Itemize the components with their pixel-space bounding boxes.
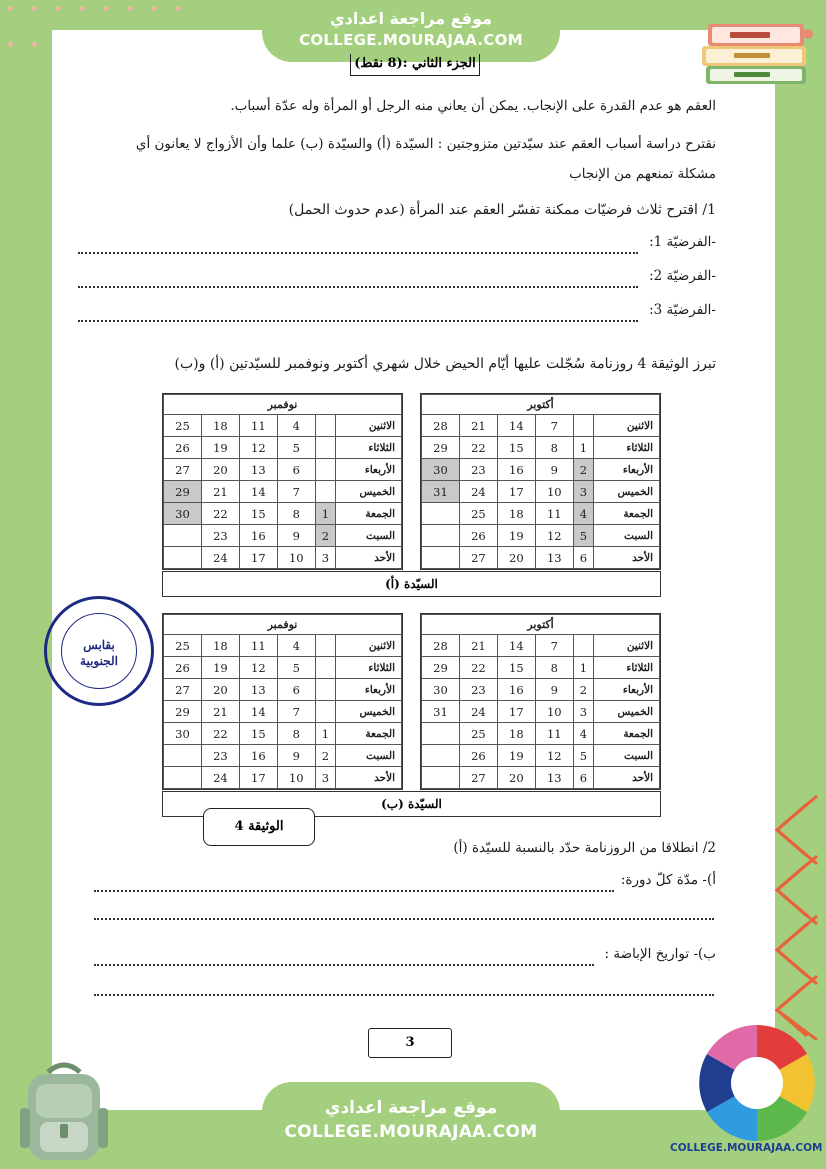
calendar-date-cell: 14	[497, 415, 535, 437]
calendar-date-cell	[315, 679, 335, 701]
weekday-label: الثلاثاء	[336, 437, 402, 459]
calendar-row	[164, 437, 402, 459]
calendar-date-cell: 10	[535, 481, 573, 503]
calendar-date-cell	[315, 635, 335, 657]
calendar-date-cell: 8	[277, 723, 315, 745]
calendar-row	[164, 723, 402, 745]
calendar-date-cell	[573, 415, 593, 437]
calendar-date-cell: 12	[239, 657, 277, 679]
calendar-row	[164, 745, 402, 767]
calendar-date-cell: 17	[497, 481, 535, 503]
calendar-date-cell: 6	[573, 547, 593, 569]
calendar-date-cell: 24	[459, 481, 497, 503]
calendar-date-cell	[164, 525, 202, 547]
calendar-date-cell: 30	[164, 503, 202, 525]
weekday-label: الأربعاء	[336, 679, 402, 701]
calendar-row	[422, 481, 660, 503]
decorative-dot	[32, 6, 37, 11]
hypothesis-2-label: -الفرضيّة 2:	[649, 268, 716, 284]
calendar-date-cell	[422, 723, 460, 745]
calendar-date-cell: 23	[201, 525, 239, 547]
calendar-date-cell: 5	[277, 657, 315, 679]
calendar-date-cell: 11	[535, 503, 573, 525]
calendar-row	[422, 437, 660, 459]
weekday-label: الاثنين	[594, 635, 660, 657]
weekday-label: الثلاثاء	[594, 437, 660, 459]
calendar-date-cell: 6	[573, 767, 593, 789]
calendar-row	[422, 657, 660, 679]
calendar-date-cell: 25	[459, 503, 497, 525]
books-icon	[700, 12, 818, 92]
question-2a-label: أ)- مدّة كلّ دورة:	[620, 872, 716, 888]
calendar-row	[164, 547, 402, 569]
weekday-label: الخميس	[594, 701, 660, 723]
intro-line-1: العقم هو عدم القدرة على الإنجاب. يمكن أن يعاني منه الرجل أو المرأة وله عدّة أسباب.	[230, 98, 716, 114]
calendar-row	[164, 657, 402, 679]
calendar-date-cell: 21	[459, 415, 497, 437]
question-2b-answer-line-2[interactable]	[94, 980, 714, 996]
calendar-date-cell: 18	[497, 503, 535, 525]
stamp-line-1: بقابس	[83, 638, 115, 652]
decorative-dot	[8, 6, 13, 11]
calendar-row	[164, 481, 402, 503]
calendar-date-cell: 5	[573, 525, 593, 547]
calendar-date-cell: 22	[459, 657, 497, 679]
calendar-date-cell	[164, 767, 202, 789]
question-2a-answer-line-2[interactable]	[94, 904, 714, 920]
calendar-date-cell: 27	[164, 679, 202, 701]
calendar-date-cell: 26	[164, 437, 202, 459]
decorative-dot	[32, 42, 37, 47]
weekday-label: الجمعة	[594, 503, 660, 525]
site-banner-bottom[interactable]	[262, 1082, 560, 1169]
calendar-november-woman-a	[162, 393, 403, 570]
calendar-row	[164, 415, 402, 437]
calendar-date-cell: 31	[422, 481, 460, 503]
weekday-label: الجمعة	[336, 723, 402, 745]
calendar-date-cell: 28	[422, 415, 460, 437]
weekday-label: الاثنين	[336, 635, 402, 657]
calendar-date-cell: 8	[535, 657, 573, 679]
weekday-label: الخميس	[336, 481, 402, 503]
weekday-label: الأربعاء	[336, 459, 402, 481]
calendar-date-cell: 16	[497, 459, 535, 481]
hypothesis-2-answer-line[interactable]	[78, 272, 638, 288]
weekday-label: الأحد	[336, 547, 402, 569]
calendar-date-cell: 4	[573, 503, 593, 525]
calendar-date-cell: 25	[459, 723, 497, 745]
calendar-date-cell: 10	[277, 767, 315, 789]
calendar-date-cell: 18	[497, 723, 535, 745]
weekday-label: السبت	[594, 525, 660, 547]
calendar-date-cell: 18	[201, 635, 239, 657]
calendar-date-cell: 22	[201, 723, 239, 745]
calendar-date-cell: 7	[277, 701, 315, 723]
calendar-date-cell: 11	[239, 635, 277, 657]
site-banner-top[interactable]	[262, 0, 560, 62]
calendar-date-cell: 11	[535, 723, 573, 745]
question-2a-answer-line-1[interactable]	[94, 876, 614, 892]
calendar-row	[422, 701, 660, 723]
calendar-date-cell: 17	[497, 701, 535, 723]
calendar-date-cell: 16	[239, 525, 277, 547]
month-name: نوفمبر	[164, 615, 402, 635]
calendar-date-cell: 13	[535, 767, 573, 789]
calendar-date-cell: 23	[459, 679, 497, 701]
calendar-date-cell	[315, 657, 335, 679]
calendar-row	[422, 679, 660, 701]
month-name: نوفمبر	[164, 395, 402, 415]
banner-arabic-title: موقع مراجعة اعدادي	[329, 9, 493, 28]
calendar-date-cell	[422, 547, 460, 569]
calendar-date-cell: 12	[535, 525, 573, 547]
calendar-date-cell: 14	[497, 635, 535, 657]
weekday-label: السبت	[594, 745, 660, 767]
calendar-october-woman-a	[420, 393, 661, 570]
calendar-date-cell: 24	[201, 547, 239, 569]
banner-url[interactable]: COLLEGE.MOURAJAA.COM	[299, 31, 523, 49]
calendar-date-cell: 16	[239, 745, 277, 767]
calendar-date-cell: 27	[459, 767, 497, 789]
calendar-date-cell	[164, 547, 202, 569]
calendar-date-cell: 15	[497, 657, 535, 679]
calendar-date-cell: 29	[164, 701, 202, 723]
backpack-icon	[18, 1058, 110, 1162]
decorative-chevrons	[733, 790, 823, 1040]
decorative-dot	[128, 6, 133, 11]
calendar-date-cell: 30	[422, 679, 460, 701]
calendar-date-cell: 20	[201, 459, 239, 481]
weekday-label: الخميس	[594, 481, 660, 503]
month-name: أكتوبر	[422, 615, 660, 635]
calendar-date-cell	[315, 701, 335, 723]
calendar-row	[422, 723, 660, 745]
calendar-date-cell: 20	[201, 679, 239, 701]
woman-b-label: السيّدة (ب)	[162, 791, 661, 817]
calendar-date-cell: 17	[239, 547, 277, 569]
calendar-date-cell: 27	[459, 547, 497, 569]
calendar-row	[164, 503, 402, 525]
calendar-row	[422, 415, 660, 437]
calendar-date-cell: 27	[164, 459, 202, 481]
question-1: 1/ اقترح ثلاث فرضيّات ممكنة تفسّر العقم عند المرأة (عدم حدوث الحمل)	[288, 202, 716, 218]
month-name: أكتوبر	[422, 395, 660, 415]
hypothesis-3-answer-line[interactable]	[78, 306, 638, 322]
weekday-label: الأربعاء	[594, 679, 660, 701]
calendar-date-cell: 29	[164, 481, 202, 503]
calendar-date-cell: 13	[239, 459, 277, 481]
decorative-dot	[80, 6, 85, 11]
document-4-intro: تبرز الوثيقة 4 روزنامة سُجّلت عليها أيّام الحيض خلال شهري أكتوبر ونوفمبر للسيّدتين (أ) و(ب)	[174, 356, 716, 372]
calendar-date-cell: 16	[497, 679, 535, 701]
calendar-date-cell: 9	[277, 525, 315, 547]
calendar-date-cell: 28	[422, 635, 460, 657]
calendar-date-cell	[315, 437, 335, 459]
calendar-date-cell: 21	[201, 481, 239, 503]
calendar-date-cell: 29	[422, 437, 460, 459]
site-logo-icon	[696, 1022, 818, 1144]
calendar-date-cell: 24	[459, 701, 497, 723]
weekday-label: السبت	[336, 525, 402, 547]
calendar-date-cell: 30	[422, 459, 460, 481]
calendar-date-cell	[422, 503, 460, 525]
weekday-label: الجمعة	[594, 723, 660, 745]
decorative-dot	[104, 6, 109, 11]
calendar-date-cell: 22	[459, 437, 497, 459]
calendar-date-cell: 24	[201, 767, 239, 789]
calendar-date-cell	[315, 459, 335, 481]
weekday-label: الأحد	[336, 767, 402, 789]
calendar-date-cell: 30	[164, 723, 202, 745]
calendar-date-cell: 31	[422, 701, 460, 723]
calendar-date-cell	[422, 745, 460, 767]
question-2b-answer-line-1[interactable]	[94, 950, 594, 966]
calendar-row	[422, 525, 660, 547]
calendar-row	[422, 503, 660, 525]
document-4-label: الوثيقة 4	[203, 808, 315, 846]
calendar-date-cell: 19	[201, 657, 239, 679]
calendar-row	[422, 767, 660, 789]
calendar-date-cell: 14	[239, 481, 277, 503]
calendar-date-cell: 1	[315, 503, 335, 525]
weekday-label: الثلاثاء	[594, 657, 660, 679]
calendar-date-cell: 8	[535, 437, 573, 459]
calendar-date-cell: 3	[315, 767, 335, 789]
calendar-date-cell: 20	[497, 767, 535, 789]
calendar-date-cell	[164, 745, 202, 767]
calendar-date-cell: 6	[277, 679, 315, 701]
calendar-date-cell: 3	[573, 701, 593, 723]
calendar-row	[164, 459, 402, 481]
calendar-date-cell: 12	[239, 437, 277, 459]
calendar-row	[422, 635, 660, 657]
calendar-date-cell: 9	[535, 679, 573, 701]
calendar-date-cell: 26	[459, 745, 497, 767]
calendar-row	[164, 701, 402, 723]
calendar-date-cell: 20	[497, 547, 535, 569]
calendar-date-cell: 7	[535, 635, 573, 657]
calendar-date-cell: 6	[277, 459, 315, 481]
calendar-date-cell: 23	[459, 459, 497, 481]
calendar-date-cell: 9	[535, 459, 573, 481]
calendar-date-cell: 4	[277, 635, 315, 657]
calendar-date-cell: 5	[277, 437, 315, 459]
calendar-date-cell: 7	[535, 415, 573, 437]
calendar-row	[164, 525, 402, 547]
calendar-date-cell: 4	[573, 723, 593, 745]
logo-caption[interactable]: COLLEGE.MOURAJAA.COM	[670, 1142, 823, 1154]
decorative-dot	[8, 42, 13, 47]
intro-line-2: نقترح دراسة أسباب العقم عند سيّدتين متزوجتين : السيّدة (أ) والسيّدة (ب) علما وأن الأزواج لا يعانون أي	[135, 136, 716, 152]
banner-bottom-arabic-title: موقع مراجعة اعدادي	[324, 1098, 498, 1118]
calendar-date-cell: 15	[497, 437, 535, 459]
calendar-date-cell: 26	[164, 657, 202, 679]
woman-a-label: السيّدة (أ)	[162, 571, 661, 597]
calendar-date-cell	[315, 481, 335, 503]
question-2: 2/ انطلاقا من الروزنامة حدّد بالنسبة للسيّدة (أ)	[453, 840, 716, 856]
calendar-date-cell: 19	[201, 437, 239, 459]
calendar-date-cell: 18	[201, 415, 239, 437]
calendar-date-cell: 1	[315, 723, 335, 745]
calendar-date-cell: 12	[535, 745, 573, 767]
part-two-label: الجزء الثاني :(8 نقط)	[350, 54, 480, 76]
calendar-date-cell	[315, 415, 335, 437]
calendar-row	[164, 679, 402, 701]
hypothesis-1-answer-line[interactable]	[78, 238, 638, 254]
calendar-date-cell: 15	[239, 723, 277, 745]
hypothesis-1-label: -الفرضيّة 1:	[649, 234, 716, 250]
calendar-date-cell: 14	[239, 701, 277, 723]
calendar-date-cell: 4	[277, 415, 315, 437]
weekday-label: الخميس	[336, 701, 402, 723]
weekday-label: السبت	[336, 745, 402, 767]
weekday-label: الاثنين	[594, 415, 660, 437]
calendar-date-cell: 29	[422, 657, 460, 679]
calendar-date-cell	[573, 635, 593, 657]
calendar-date-cell: 2	[573, 679, 593, 701]
calendar-date-cell: 23	[201, 745, 239, 767]
weekday-label: الأحد	[594, 767, 660, 789]
calendar-date-cell: 26	[459, 525, 497, 547]
calendar-date-cell: 13	[239, 679, 277, 701]
decorative-dot	[152, 6, 157, 11]
calendar-date-cell: 1	[573, 437, 593, 459]
calendar-row	[422, 547, 660, 569]
calendar-date-cell: 7	[277, 481, 315, 503]
intro-line-3: مشكلة تمنعهم من الإنجاب	[569, 166, 716, 182]
calendar-date-cell: 19	[497, 525, 535, 547]
weekday-label: الأحد	[594, 547, 660, 569]
calendar-date-cell: 10	[277, 547, 315, 569]
calendar-date-cell	[422, 767, 460, 789]
calendar-date-cell: 2	[315, 525, 335, 547]
calendar-date-cell: 2	[315, 745, 335, 767]
calendar-date-cell: 21	[459, 635, 497, 657]
calendar-row	[164, 635, 402, 657]
calendar-date-cell: 21	[201, 701, 239, 723]
calendar-date-cell: 13	[535, 547, 573, 569]
calendar-row	[422, 745, 660, 767]
banner-bottom-url[interactable]: COLLEGE.MOURAJAA.COM	[284, 1122, 538, 1142]
calendar-date-cell: 9	[277, 745, 315, 767]
calendar-date-cell: 11	[239, 415, 277, 437]
calendar-row	[164, 767, 402, 789]
calendar-date-cell: 17	[239, 767, 277, 789]
calendar-date-cell: 2	[573, 459, 593, 481]
calendar-date-cell: 25	[164, 635, 202, 657]
calendar-date-cell: 19	[497, 745, 535, 767]
question-2b-label: ب)- تواريخ الإباضة :	[604, 946, 716, 962]
calendar-date-cell: 10	[535, 701, 573, 723]
calendar-date-cell: 3	[315, 547, 335, 569]
weekday-label: الأربعاء	[594, 459, 660, 481]
decorative-dot	[176, 6, 181, 11]
weekday-label: الاثنين	[336, 415, 402, 437]
calendar-date-cell: 3	[573, 481, 593, 503]
hypothesis-3-label: -الفرضيّة 3:	[649, 302, 716, 318]
stamp-line-2: الجنوبية	[80, 654, 118, 668]
calendar-row	[422, 459, 660, 481]
calendar-date-cell: 22	[201, 503, 239, 525]
calendar-date-cell: 1	[573, 657, 593, 679]
calendar-date-cell: 25	[164, 415, 202, 437]
page-number: 3	[368, 1028, 452, 1058]
calendar-october-woman-b	[420, 613, 661, 790]
official-stamp	[44, 596, 154, 706]
weekday-label: الثلاثاء	[336, 657, 402, 679]
calendar-date-cell	[422, 525, 460, 547]
weekday-label: الجمعة	[336, 503, 402, 525]
decorative-dot	[56, 6, 61, 11]
calendar-date-cell: 15	[239, 503, 277, 525]
calendar-november-woman-b	[162, 613, 403, 790]
calendar-date-cell: 8	[277, 503, 315, 525]
calendar-date-cell: 5	[573, 745, 593, 767]
